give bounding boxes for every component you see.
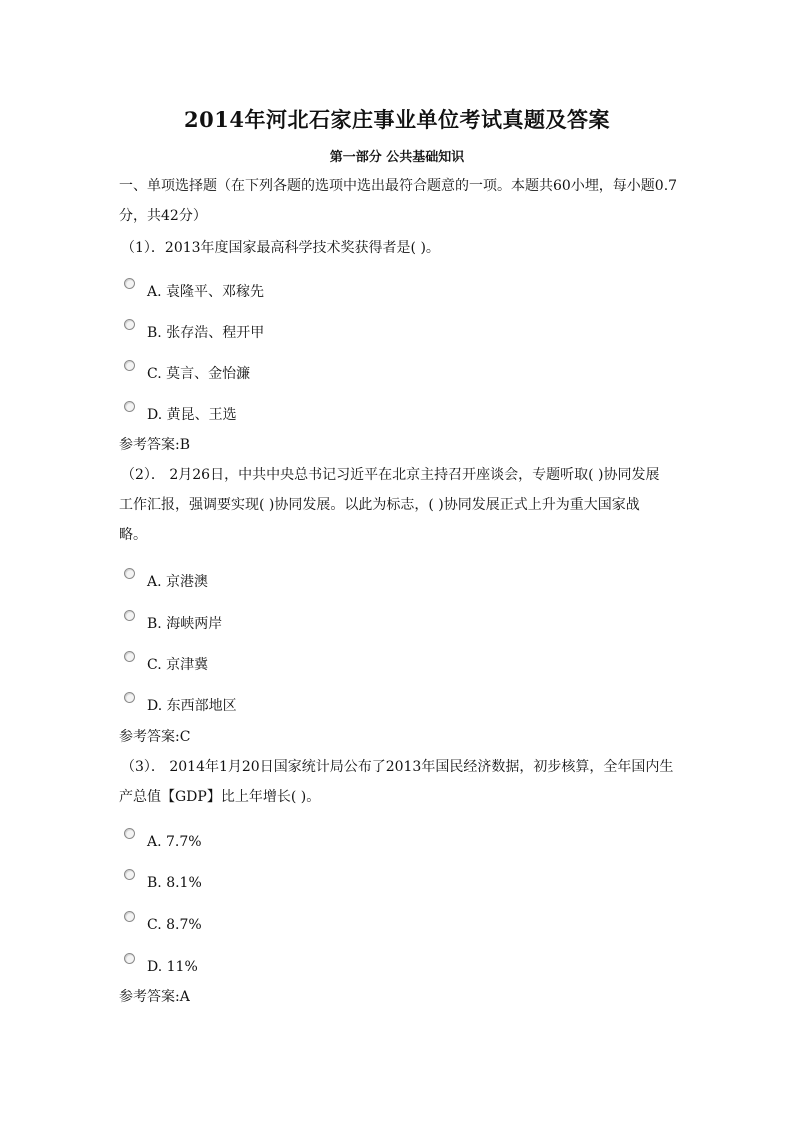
radio-button-icon[interactable] (124, 869, 135, 880)
question-1-option-c[interactable] (124, 361, 424, 383)
section-intro-line-2: 分，共42分） (119, 208, 207, 224)
question-1-option-b[interactable] (124, 320, 424, 342)
question-3-option-a[interactable] (124, 829, 424, 851)
question-2-text-line-2: 工作汇报，强调要实现( )协同发展。以此为标志，( )协同发展正式上升为重大国家战 (119, 497, 640, 513)
radio-button-icon[interactable] (124, 651, 135, 662)
question-2-answer: 参考答案:C (119, 729, 191, 745)
radio-button-icon[interactable] (124, 953, 135, 964)
question-3-option-b[interactable] (124, 870, 424, 892)
radio-button-icon[interactable] (124, 828, 135, 839)
question-3-option-c[interactable] (124, 912, 424, 934)
question-3-option-d[interactable] (124, 954, 424, 976)
radio-button-icon[interactable] (124, 278, 135, 289)
question-3-text-line-2: 产总值【GDP】比上年增长( )。 (119, 789, 321, 805)
question-3-answer: 参考答案:A (119, 989, 190, 1005)
question-2-option-a[interactable] (124, 569, 424, 591)
question-2-option-b[interactable] (124, 611, 424, 633)
option-label: D. 东西部地区 (147, 698, 237, 714)
question-1-answer: 参考答案:B (119, 437, 191, 453)
section-subtitle: 第一部分 公共基础知识 (329, 150, 465, 165)
question-2-option-c[interactable] (124, 652, 424, 674)
question-3-text-line-1: （3）． 2014年1月20日国家统计局公布了2013年国民经济数据，初步核算，全年国内生 (121, 759, 674, 775)
question-1-text: （1）．2013年度国家最高科学技术奖获得者是( )。 (121, 240, 440, 256)
question-1-option-d[interactable] (124, 402, 424, 424)
option-label: B. 8.1% (147, 875, 202, 891)
option-label: C. 京津冀 (147, 657, 209, 673)
option-label: A. 袁隆平、邓稼先 (147, 284, 265, 300)
option-label: A. 7.7% (147, 834, 202, 850)
page-title: 2014年河北石家庄事业单位考试真题及答案 (184, 107, 610, 132)
option-label: D. 黄昆、王选 (147, 407, 237, 423)
radio-button-icon[interactable] (124, 401, 135, 412)
option-label: B. 张存浩、程开甲 (147, 325, 265, 341)
radio-button-icon[interactable] (124, 360, 135, 371)
option-label: A. 京港澳 (147, 574, 209, 590)
section-intro-line-1: 一、单项选择题（在下列各题的选项中选出最符合题意的一项。本题共60小埋，每小题0.7 (119, 178, 678, 194)
option-label: C. 莫言、金怡濂 (147, 366, 251, 382)
radio-button-icon[interactable] (124, 911, 135, 922)
option-label: D. 11% (147, 959, 198, 975)
radio-button-icon[interactable] (124, 610, 135, 621)
question-1-option-a[interactable] (124, 279, 424, 301)
question-2-text-line-1: （2）． 2月26日，中共中央总书记习近平在北京主持召开座谈会，专题听取( )协同发展 (121, 467, 660, 483)
option-label: C. 8.7% (147, 917, 202, 933)
question-2-text-line-3: 略。 (119, 527, 147, 543)
question-2-option-d[interactable] (124, 693, 424, 715)
radio-button-icon[interactable] (124, 319, 135, 330)
option-label: B. 海峡两岸 (147, 616, 223, 632)
radio-button-icon[interactable] (124, 692, 135, 703)
radio-button-icon[interactable] (124, 568, 135, 579)
